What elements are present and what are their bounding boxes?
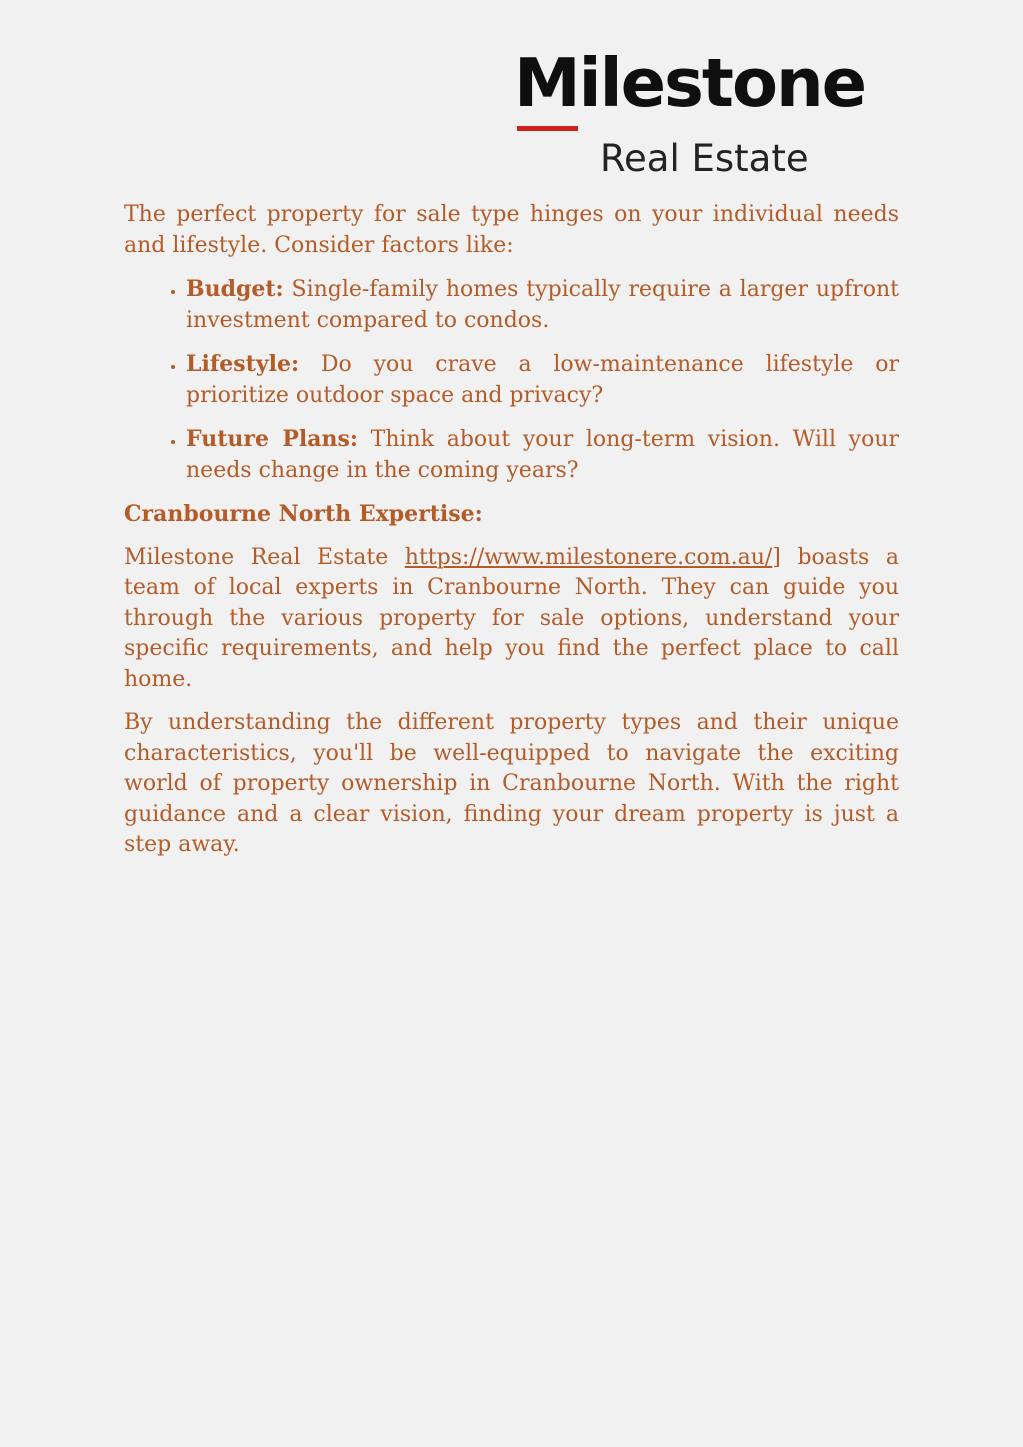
milestone-website-link[interactable]: https://www.milestonere.com.au/ <box>404 544 773 570</box>
expertise-pre-link: Milestone Real Estate <box>124 544 389 570</box>
logo-title: Milestone <box>514 44 866 122</box>
factor-text: Single-family homes typically require a larger upfront investment compared to condos. <box>186 277 899 333</box>
expertise-post-link: ] boasts a team of local experts in Cranbourne North. They can guide you through the various property for sale options, understand your specific requirements, and help you find the perfect place to call home. <box>124 544 899 692</box>
closing-paragraph: By understanding the different property types and their unique characteristics, you'll be well-equipped to navigate the exciting world of property ownership in Cranbourne North. With the right guidance and a clear vision, finding your dream property is just a step away. <box>124 710 899 857</box>
milestone-logo <box>514 44 914 186</box>
factors-list <box>124 274 899 486</box>
factor-label: Budget: <box>186 276 284 302</box>
expertise-heading: Cranbourne North Expertise: <box>124 501 483 527</box>
factor-label: Lifestyle: <box>186 351 300 377</box>
article-body <box>124 200 899 874</box>
intro-paragraph: The perfect property for sale type hinges on your individual needs and lifestyle. Consider factors like: <box>124 202 899 258</box>
factor-text: Do you crave a low-maintenance lifestyle or prioritize outdoor space and privacy? <box>186 352 899 408</box>
factor-label: Future Plans: <box>186 426 358 452</box>
expertise-paragraph <box>124 543 899 696</box>
logo-subtitle: Real Estate <box>600 137 809 180</box>
list-item <box>186 349 899 411</box>
logo-accent-underline <box>517 126 578 131</box>
list-item <box>186 424 899 486</box>
factor-text: Think about your long-term vision. Will your needs change in the coming years? <box>186 427 900 483</box>
list-item <box>186 274 899 336</box>
